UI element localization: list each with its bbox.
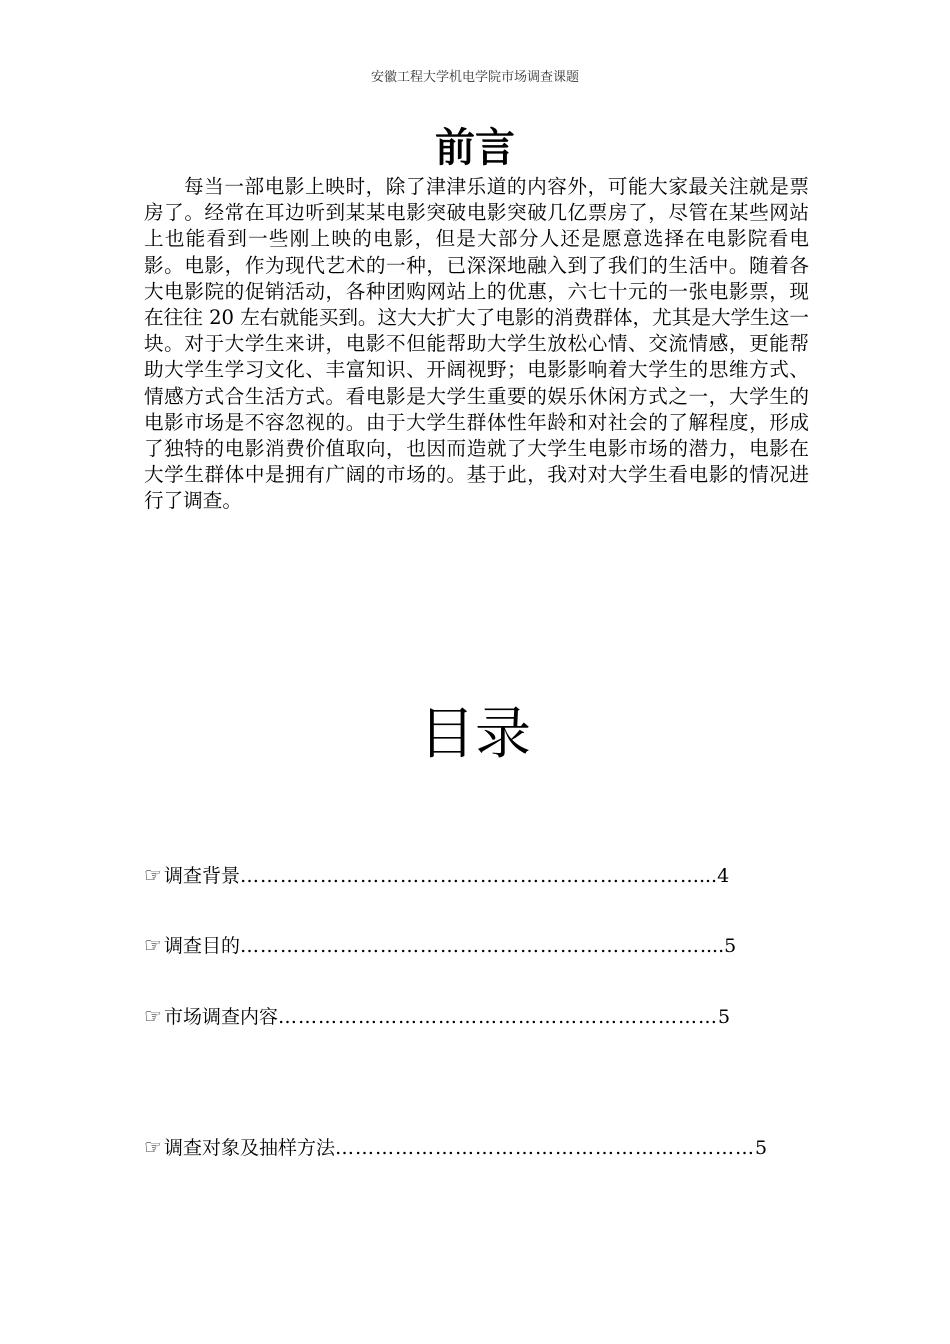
toc-entry-background[interactable] — [144, 862, 729, 889]
toc-entry-label: 市场调查内容 — [163, 1006, 278, 1028]
toc-entry-label: 调查背景 — [163, 865, 240, 887]
toc-title: 目录 — [419, 702, 531, 767]
toc-entry-page: …...4 — [679, 865, 730, 887]
toc-entry-sampling[interactable] — [144, 1134, 767, 1161]
pointing-hand-icon: ☞ — [144, 1004, 162, 1028]
preface-title: 前言 — [435, 125, 515, 171]
toc-entry-page: ....5 — [699, 935, 737, 957]
pointing-hand-icon: ☞ — [144, 1135, 162, 1159]
pointing-hand-icon: ☞ — [144, 933, 162, 957]
toc-entry-label: 调查目的 — [163, 935, 240, 957]
toc-entry-label: 调查对象及抽样方法 — [163, 1137, 335, 1159]
toc-entry-leader: …………………………………………………………… — [239, 935, 700, 957]
preface-paragraph: 每当一部电影上映时，除了津津乐道的内容外，可能大家最关注就是票房了。经常在耳边听到某某电影突破电影突破几亿票房了，尽管在某些网站上也能看到一些刚上映的电影，但是大部分人还是愿意选择在电影院看电影。电影，作为现代艺术的一种，已深深地融入到了我们的生活中。随着各大电影院的促销活动，各种团购网站上的优惠，六七十元的一张电影票，现在往往 20 左右就能买到。这大大扩大了电影的消费群体，尤其是大学生这一块。对于大学生来讲，电影不但能帮助大学生放松心情、交流情感，更能帮助大学生学习文化、丰富知识、开阔视野；电影影响着大学生的思维方式、情感方式合生活方式。看电影是大学生重要的娱乐休闲方式之一，大学生的电影市场是不容忽视的。由于大学生群体性年龄和对社会的了解程度，形成了独特的电影消费价值取向，也因而造就了大学生电影市场的潜力，电影在大学生群体中是拥有广阔的市场的。基于此，我对对大学生看电影的情况进行了调查。 — [144, 175, 809, 513]
toc-entry-leader: ……………………………………………………… — [334, 1137, 755, 1159]
toc-entry-purpose[interactable] — [144, 932, 736, 959]
toc-entry-page: 5 — [754, 1137, 768, 1159]
running-header: 安徽工程大学机电学院市场调查课题 — [370, 70, 579, 85]
toc-entry-content[interactable] — [144, 1003, 730, 1030]
toc-entry-page: 5 — [717, 1006, 731, 1028]
pointing-hand-icon: ☞ — [144, 863, 162, 887]
toc-entry-leader: ………………………………………………………… — [277, 1006, 718, 1028]
toc-entry-leader: ………………………………………………………… — [239, 865, 680, 887]
